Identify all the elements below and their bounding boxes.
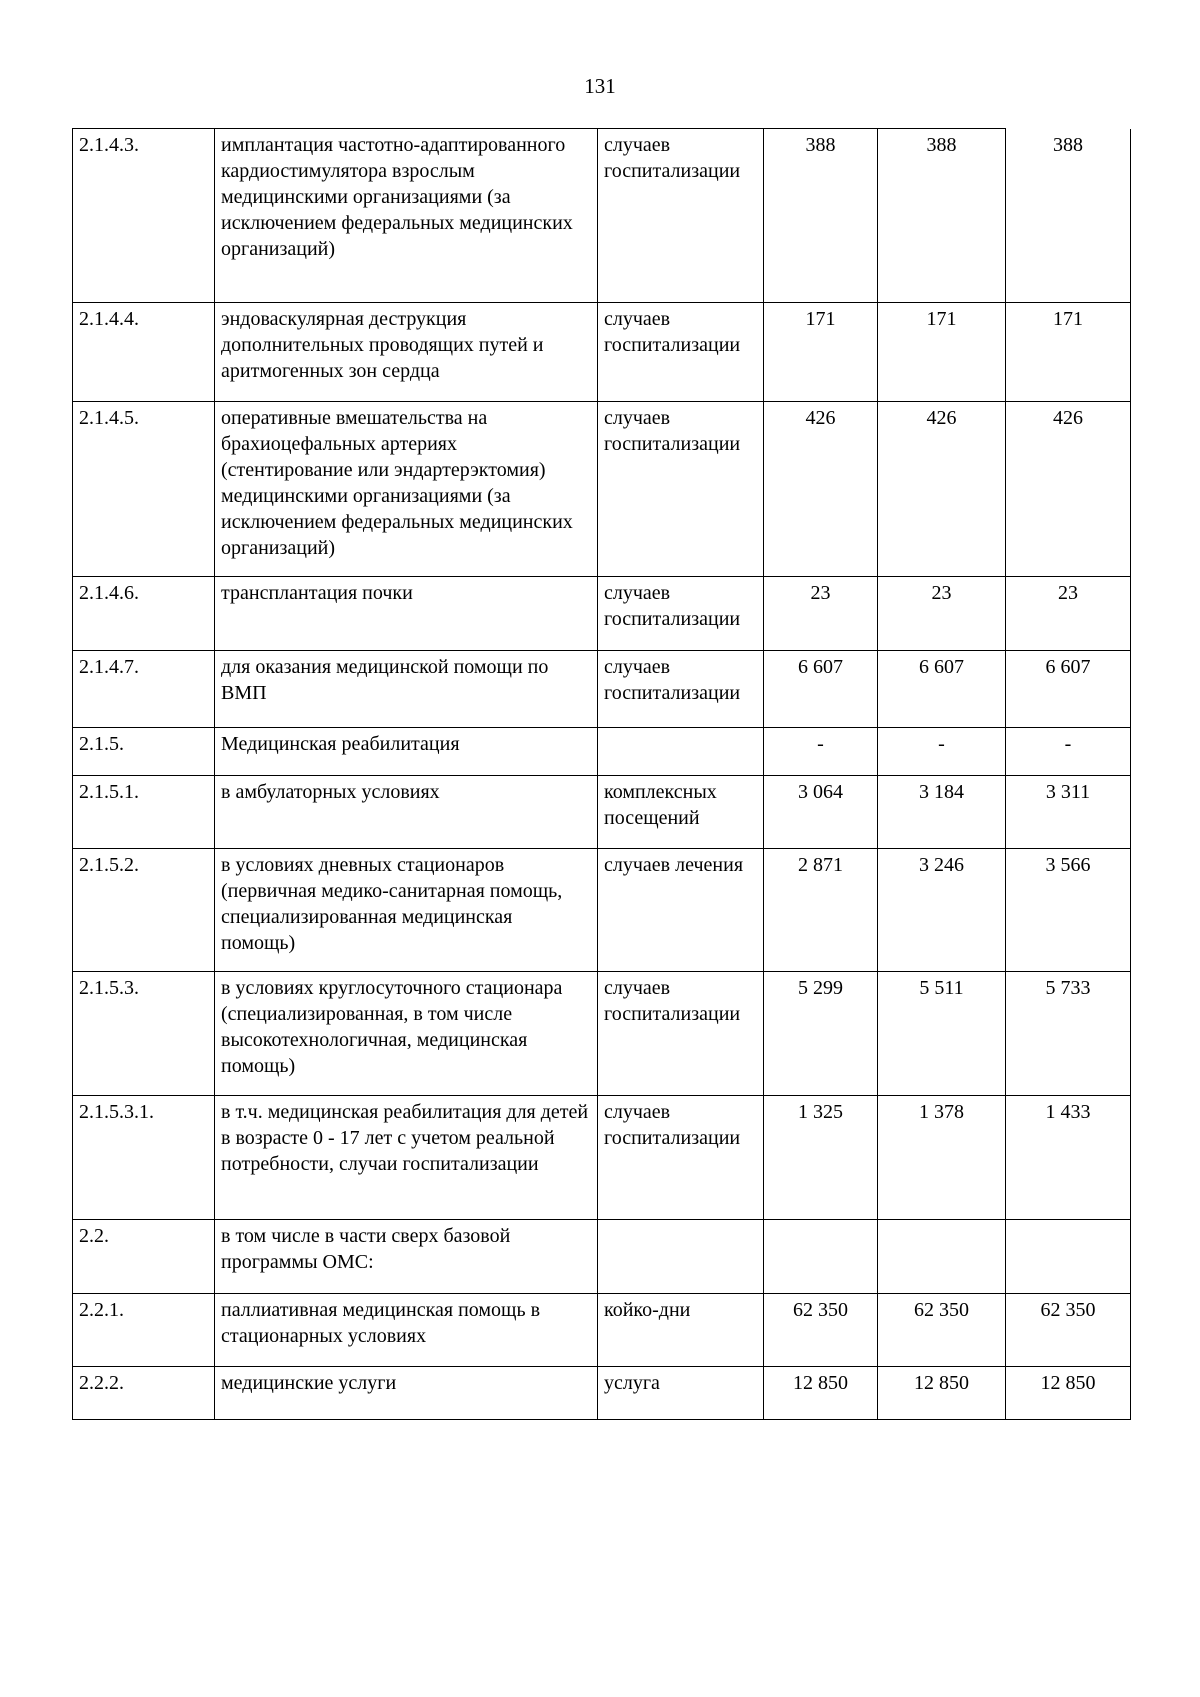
row-name: в том числе в части сверх базовой программы ОМС:: [215, 1220, 598, 1294]
row-value-2: -: [878, 728, 1006, 776]
table-row: [73, 1220, 1131, 1294]
table-row: [73, 1294, 1131, 1367]
row-number: 2.1.5.3.: [73, 972, 215, 1096]
row-unit: услуга: [598, 1367, 764, 1420]
row-number: 2.1.4.3.: [73, 129, 215, 303]
row-value-3: 62 350: [1006, 1294, 1131, 1367]
row-unit: случаев госпитализации: [598, 651, 764, 728]
row-name: в условиях круглосуточного стационара (специализированная, в том числе высокотехнологичная, медицинская помощь): [215, 972, 598, 1096]
row-value-2: 62 350: [878, 1294, 1006, 1367]
row-value-1: 388: [764, 129, 878, 303]
row-unit: койко-дни: [598, 1294, 764, 1367]
row-value-1: 426: [764, 402, 878, 577]
row-number: 2.2.1.: [73, 1294, 215, 1367]
row-value-2: 3 246: [878, 849, 1006, 972]
table-row: [73, 849, 1131, 972]
data-table: [72, 128, 1131, 1420]
row-name: Медицинская реабилитация: [215, 728, 598, 776]
table-row: [73, 129, 1131, 303]
row-value-1: 5 299: [764, 972, 878, 1096]
row-value-1: 1 325: [764, 1096, 878, 1220]
table-row: [73, 577, 1131, 651]
row-value-2: 1 378: [878, 1096, 1006, 1220]
row-name: для оказания медицинской помощи по ВМП: [215, 651, 598, 728]
row-unit: [598, 1220, 764, 1294]
table-row: [73, 972, 1131, 1096]
page-number: 131: [584, 74, 616, 98]
row-value-1: -: [764, 728, 878, 776]
table-row: [73, 651, 1131, 728]
row-value-2: [878, 1220, 1006, 1294]
row-unit: случаев госпитализации: [598, 402, 764, 577]
row-value-1: 3 064: [764, 776, 878, 849]
table-row: [73, 303, 1131, 402]
row-number: 2.1.4.6.: [73, 577, 215, 651]
row-value-3: 12 850: [1006, 1367, 1131, 1420]
row-unit: случаев госпитализации: [598, 303, 764, 402]
row-unit: [598, 728, 764, 776]
row-unit: комплексных посещений: [598, 776, 764, 849]
row-value-1: 171: [764, 303, 878, 402]
row-value-3: 3 566: [1006, 849, 1131, 972]
row-value-3: 6 607: [1006, 651, 1131, 728]
row-value-3: 171: [1006, 303, 1131, 402]
row-name: паллиативная медицинская помощь в стационарных условиях: [215, 1294, 598, 1367]
row-name: трансплантация почки: [215, 577, 598, 651]
row-number: 2.2.: [73, 1220, 215, 1294]
row-value-1: 23: [764, 577, 878, 651]
row-number: 2.1.4.4.: [73, 303, 215, 402]
table-row: [73, 776, 1131, 849]
row-unit: случаев госпитализации: [598, 1096, 764, 1220]
row-value-3: [1006, 1220, 1131, 1294]
table-row: [73, 1367, 1131, 1420]
row-number: 2.1.5.: [73, 728, 215, 776]
row-unit: случаев госпитализации: [598, 577, 764, 651]
row-value-2: 426: [878, 402, 1006, 577]
row-name: имплантация частотно-адаптированного кардиостимулятора взрослым медицинскими организациями (за исключением федеральных медицинских организаций): [215, 129, 598, 303]
table-row: [73, 728, 1131, 776]
row-value-2: 23: [878, 577, 1006, 651]
row-name: в амбулаторных условиях: [215, 776, 598, 849]
row-value-2: 171: [878, 303, 1006, 402]
row-name: медицинские услуги: [215, 1367, 598, 1420]
table-row: [73, 1096, 1131, 1220]
row-value-1: 62 350: [764, 1294, 878, 1367]
row-unit: случаев госпитализации: [598, 129, 764, 303]
row-value-2: 5 511: [878, 972, 1006, 1096]
row-unit: случаев госпитализации: [598, 972, 764, 1096]
row-value-2: 12 850: [878, 1367, 1006, 1420]
row-number: 2.1.5.1.: [73, 776, 215, 849]
row-value-1: 12 850: [764, 1367, 878, 1420]
row-value-3: 3 311: [1006, 776, 1131, 849]
row-name: в условиях дневных стационаров (первичная медико-санитарная помощь, специализированная медицинская помощь): [215, 849, 598, 972]
row-value-3: 5 733: [1006, 972, 1131, 1096]
row-name: оперативные вмешательства на брахиоцефальных артериях (стентирование или эндартерэктомия) медицинскими организациями (за исключением федеральных медицинских организаций): [215, 402, 598, 577]
row-name: в т.ч. медицинская реабилитация для детей в возрасте 0 - 17 лет с учетом реальной потребности, случаи госпитализации: [215, 1096, 598, 1220]
row-value-3: 426: [1006, 402, 1131, 577]
row-value-2: 388: [878, 129, 1006, 303]
table-row: [73, 402, 1131, 577]
row-value-2: 6 607: [878, 651, 1006, 728]
row-value-2: 3 184: [878, 776, 1006, 849]
row-value-3: 23: [1006, 577, 1131, 651]
row-value-1: 6 607: [764, 651, 878, 728]
row-number: 2.1.5.3.1.: [73, 1096, 215, 1220]
row-number: 2.1.4.7.: [73, 651, 215, 728]
row-name: эндоваскулярная деструкция дополнительных проводящих путей и аритмогенных зон сердца: [215, 303, 598, 402]
row-number: 2.1.5.2.: [73, 849, 215, 972]
row-number: 2.1.4.5.: [73, 402, 215, 577]
row-value-1: 2 871: [764, 849, 878, 972]
row-number: 2.2.2.: [73, 1367, 215, 1420]
row-value-3: 1 433: [1006, 1096, 1131, 1220]
row-unit: случаев лечения: [598, 849, 764, 972]
row-value-3: -: [1006, 728, 1131, 776]
row-value-3: 388: [1006, 129, 1131, 303]
row-value-1: [764, 1220, 878, 1294]
